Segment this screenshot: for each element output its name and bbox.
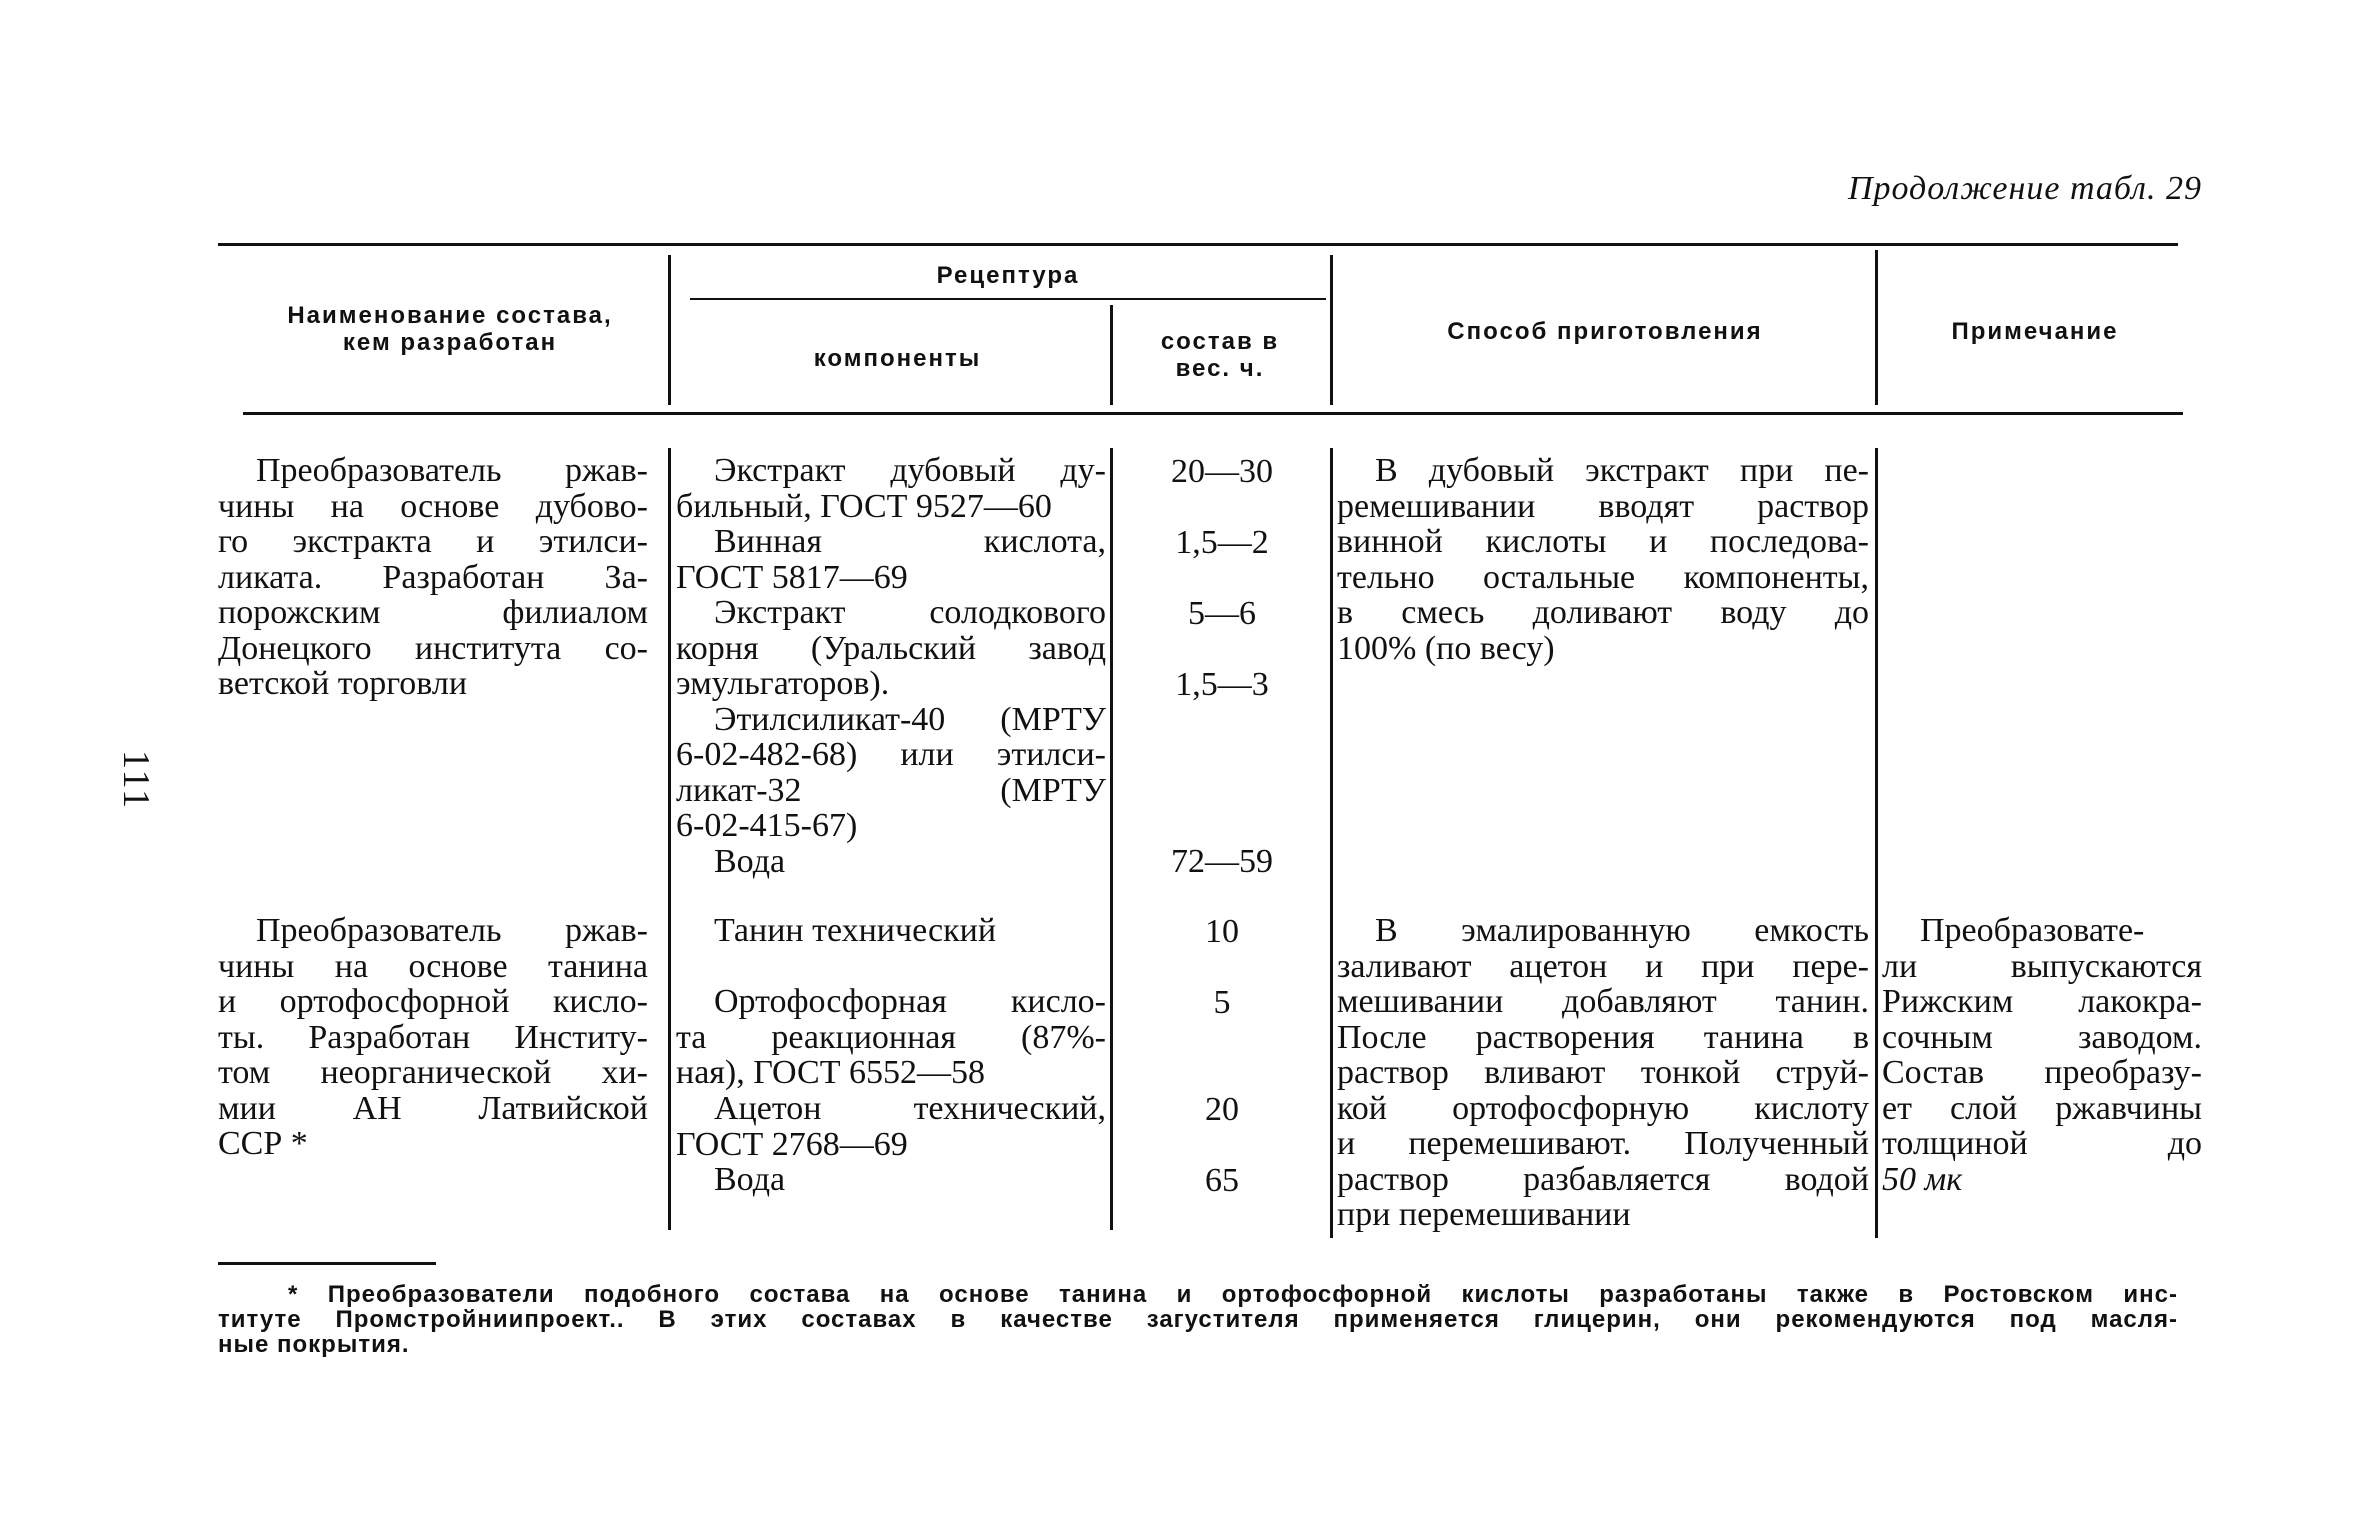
- header-recipe: Рецептура: [936, 262, 1080, 289]
- row2-value-4: 65: [1205, 1162, 1239, 1199]
- row2-component-3: Ацетон технический, ГОСТ 2768—69: [676, 1090, 1106, 1163]
- header-composition: состав в вес. ч.: [1160, 328, 1280, 382]
- row2-value-1: 10: [1205, 913, 1239, 950]
- recipe-sub-rule: [690, 298, 1326, 300]
- col-divider-2: [1110, 305, 1113, 405]
- row1-value-1: 20—30: [1171, 453, 1273, 490]
- body-divider-3: [1330, 448, 1333, 1238]
- header-name: Наименование состава, кем разработан: [287, 302, 613, 356]
- table-top-rule: [218, 243, 2178, 246]
- row2-value-3: 20: [1205, 1091, 1239, 1128]
- col-divider-4: [1875, 250, 1878, 405]
- body-divider-1: [668, 448, 671, 1230]
- footnote-rule: [218, 1262, 436, 1265]
- component-item: Экстракт дубовый ду- бильный, ГОСТ 9527—60: [676, 452, 1106, 525]
- row2-component-1: Танин технический: [714, 912, 997, 949]
- row1-name: Преобразователь ржав- чины на основе дубово- го экстракта и этилси- ликата. Разработан За- порожским филиалом Донецкого института со- ветской торговли: [218, 452, 648, 702]
- col-divider-3: [1330, 255, 1333, 405]
- row2-value-2: 5: [1213, 984, 1231, 1021]
- row1-value-5: 72—59: [1171, 843, 1273, 880]
- row1-components: [676, 453, 1106, 879]
- header-components: компоненты: [813, 345, 982, 372]
- header-bottom-rule: [243, 412, 2183, 415]
- col-divider-1: [668, 255, 671, 405]
- row2-component-2: Ортофосфорная кисло- та реакционная (87%- ная), ГОСТ 6552—58: [676, 983, 1106, 1091]
- component-item: Этилсиликат-40 (МРТУ 6-02-482-68) или этилси- ликат-32 (МРТУ 6-02-415-67): [676, 700, 1106, 844]
- row1-value-2: 1,5—2: [1175, 524, 1269, 561]
- row2-method: В эмалированную емкость заливают ацетон и при пере- мешивании добавляют танин. После растворения танина в раствор вливают тонкой струй- кой ортофосфорную кислоту и перемешивают. Полученный раствор разбавляется водой при перемешивании: [1337, 912, 1869, 1233]
- body-divider-4: [1875, 448, 1878, 1238]
- row1-method: В дубовый экстракт при пе- ремешивании вводят раствор винной кислоты и последова- тельно остальные компоненты, в смесь доливают воду до 100% (по весу): [1337, 452, 1869, 667]
- component-item: Экстракт солодкового корня (Уральский завод эмульгаторов).: [676, 594, 1106, 702]
- header-note: Примечание: [1951, 318, 2119, 345]
- page-number: 111: [115, 750, 157, 811]
- component-item: Винная кислота, ГОСТ 5817—69: [676, 523, 1106, 596]
- footnote: * Преобразователи подобного состава на основе танина и ортофосфорной кислоты разработаны также в Ростовском инс- титуте Промстройниипроект.. В этих составах в качестве загустителя применяется глицерин, они рекомендуются под масля- ные покрытия.: [218, 1281, 2178, 1358]
- row1-value-4: 1,5—3: [1175, 666, 1269, 703]
- table-caption: Продолжение табл. 29: [1847, 170, 2202, 207]
- body-divider-2: [1110, 448, 1113, 1230]
- row2-name: Преобразователь ржав- чины на основе танина и ортофосфорной кисло- ты. Разработан Институ- том неорганической хи- мии АН Латвийской ССР *: [218, 912, 648, 1162]
- component-item: Вода: [714, 842, 786, 880]
- row2-component-4: Вода: [714, 1161, 786, 1198]
- header-method: Способ приготовления: [1447, 318, 1763, 345]
- row1-value-3: 5—6: [1188, 595, 1256, 632]
- row2-note: Преобразовате- ли выпускаются Рижским лакокра- сочным заводом. Состав преобразу- ет слой ржавчины толщиной до 50 мк: [1882, 912, 2202, 1198]
